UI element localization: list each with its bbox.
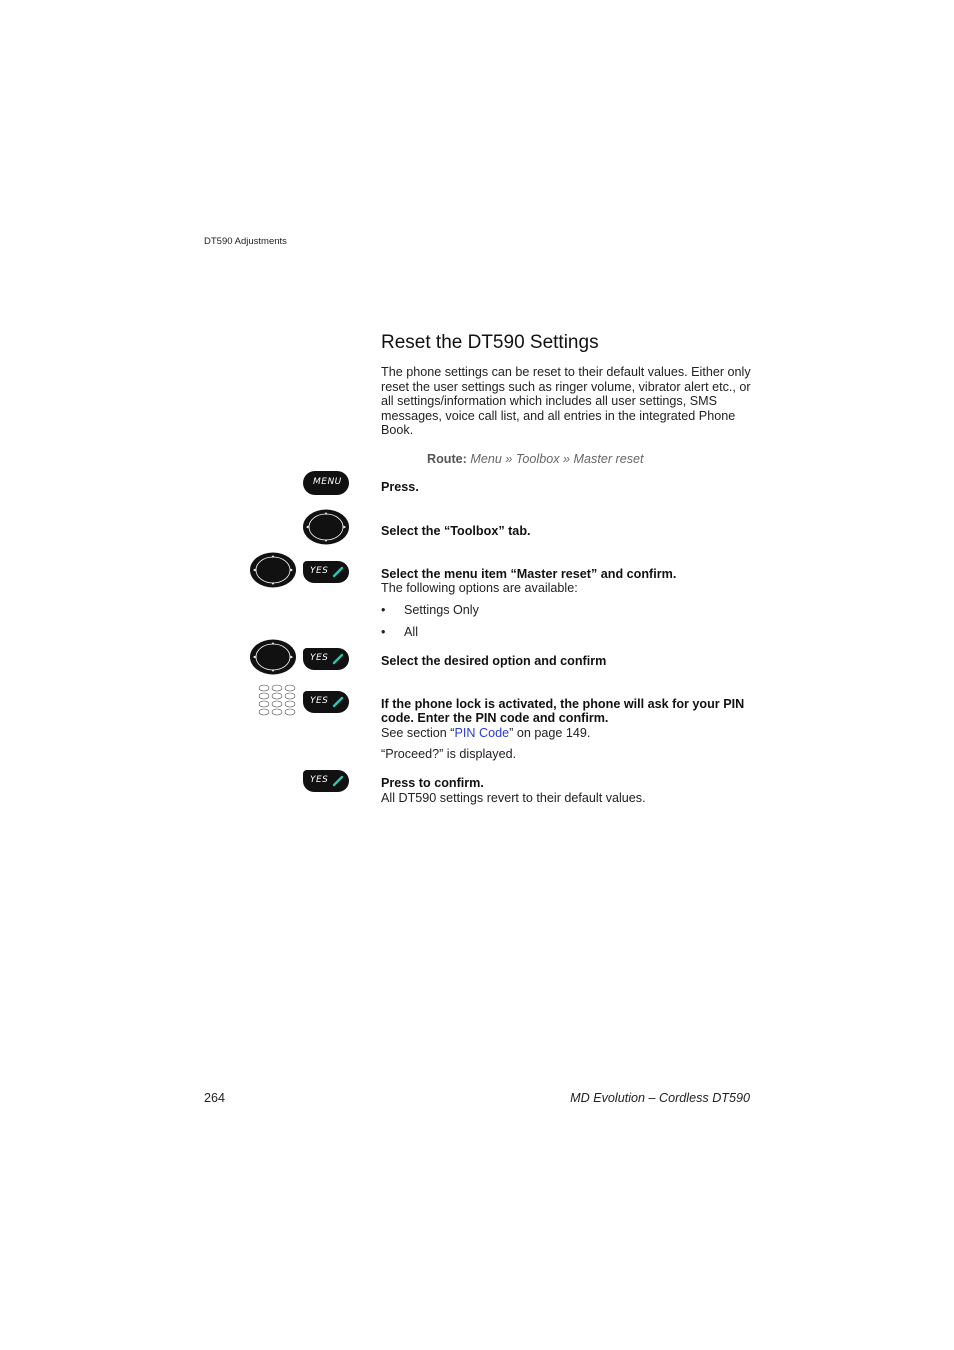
pin-code-link[interactable]: PIN Code [454,726,510,740]
bullet: • [381,603,386,617]
navigation-key-icon [303,509,349,545]
navigation-key-icon [250,552,296,588]
yes-key-label: YES [310,566,329,576]
page-number: 264 [204,1091,226,1105]
yes-key-icon [303,770,349,792]
step-press-confirm: Press to confirm. [381,776,484,790]
navigation-key-icon [250,639,296,675]
footer-doc-title: MD Evolution – Cordless DT590 [570,1091,750,1105]
phone-handset-icon [331,565,345,579]
route-path: Menu » Toolbox » Master reset [470,452,644,466]
see-suffix: ” on page 149. [509,726,591,740]
bullet: • [381,625,386,639]
proceed-text: “Proceed?” is displayed. [381,747,517,761]
keypad-icon [257,684,297,718]
yes-key-label: YES [310,653,329,663]
yes-key-icon [303,691,349,713]
step-select-master-reset: Select the menu item “Master reset” and confirm. [381,567,677,581]
step-enter-pin: If the phone lock is activated, the phone will ask for your PIN code. Enter the PIN code and confirm. [381,697,745,726]
route-line [427,452,644,466]
phone-handset-icon [331,695,345,709]
options-intro: The following options are available: [381,581,578,595]
intro-paragraph: The phone settings can be reset to their default values. Either only reset the user settings such as ringer volume, vibrator alert etc., or all settings/information which includes all user settings, SMS messages, voice call list, and all entries in the integrated Phone Book. [381,365,751,438]
phone-handset-icon [331,774,345,788]
route-label: Route: [427,452,467,466]
yes-key-label: YES [310,775,329,785]
yes-key-icon [303,561,349,583]
running-header: DT590 Adjustments [204,236,287,247]
yes-key-label: YES [310,696,329,706]
step-select-option: Select the desired option and confirm [381,654,607,668]
menu-key-icon [303,471,349,495]
see-section [381,726,590,741]
page-title: Reset the DT590 Settings [381,332,599,353]
see-prefix: See section “ [381,726,455,740]
menu-key-label: MENU [313,477,342,487]
phone-handset-icon [331,652,345,666]
revert-text: All DT590 settings revert to their default values. [381,791,646,805]
step-select-toolbox: Select the “Toolbox” tab. [381,524,531,538]
yes-key-icon [303,648,349,670]
option-all: All [404,625,418,639]
step-press: Press. [381,480,419,494]
option-settings-only: Settings Only [404,603,479,617]
